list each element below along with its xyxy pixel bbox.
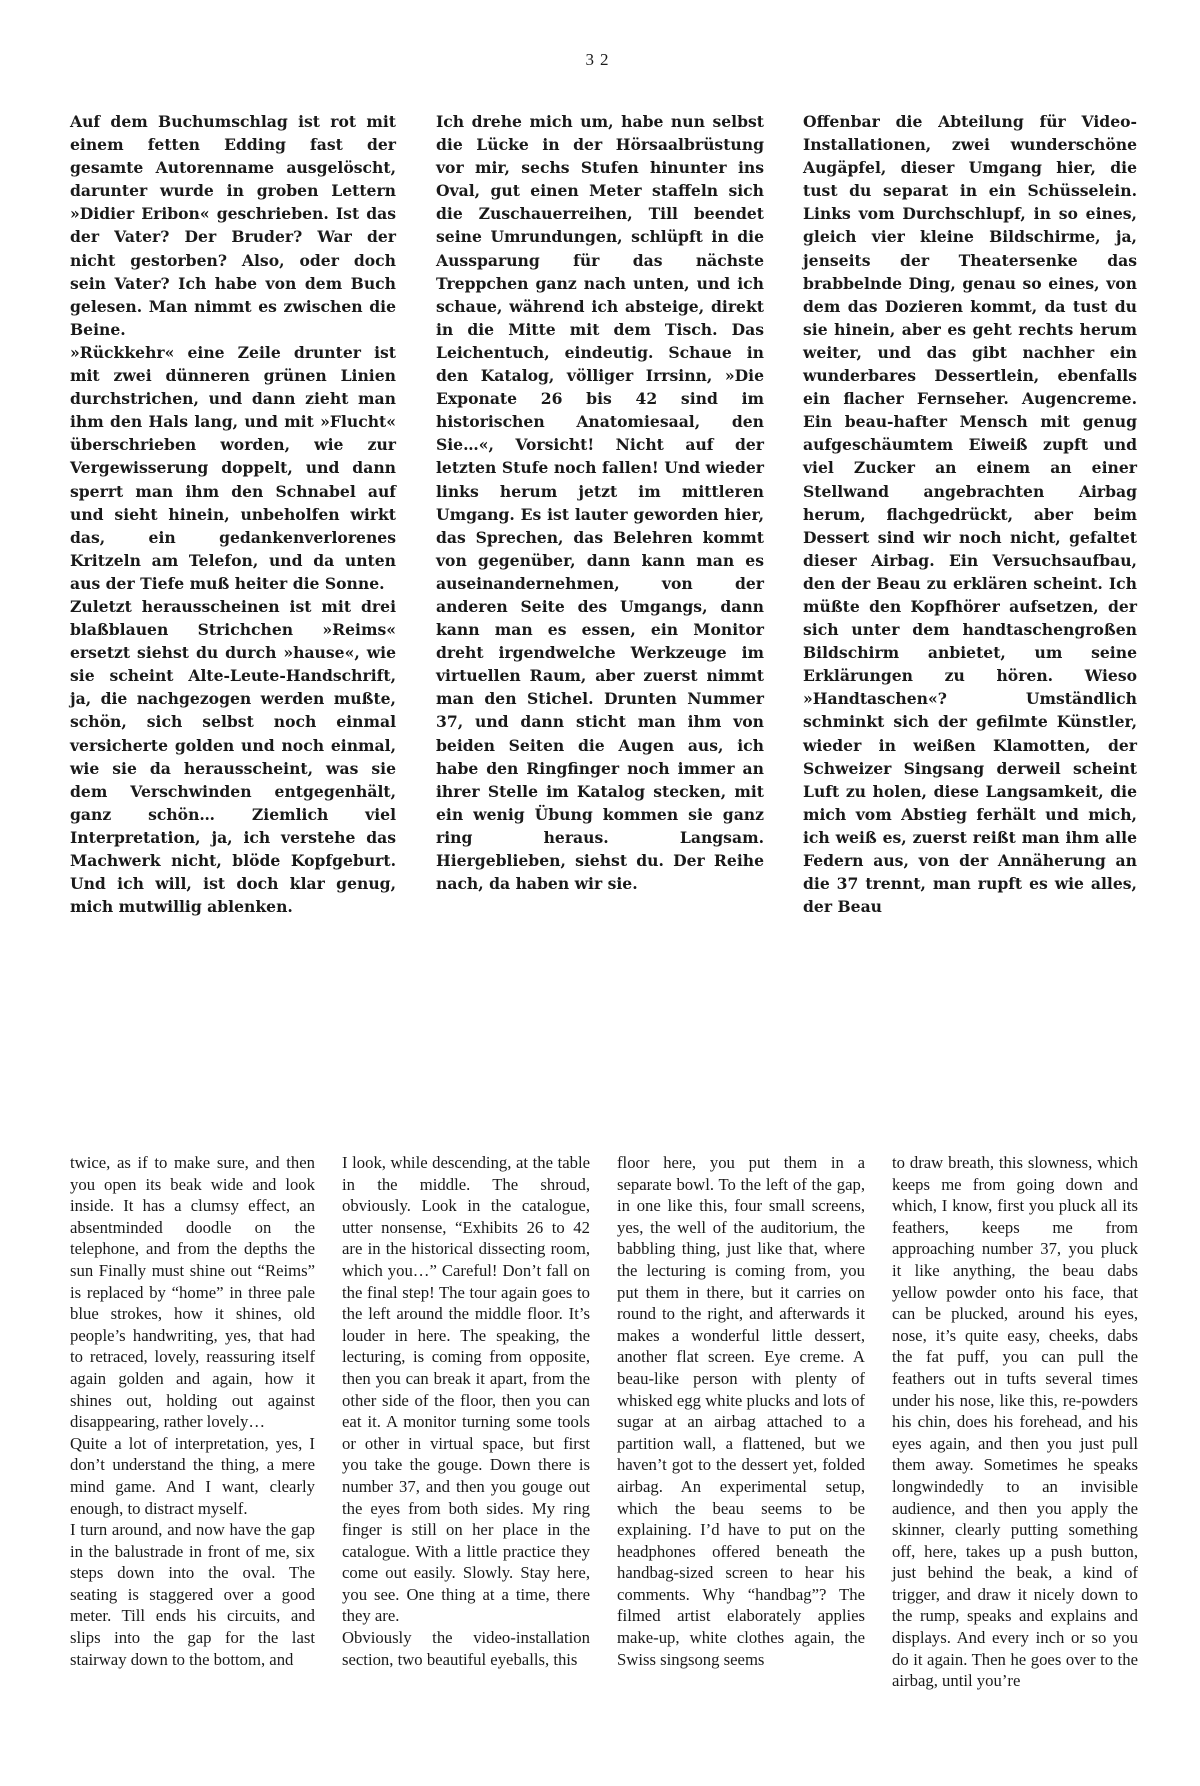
paragraph: Quite a lot of interpretation, yes, I don’t understand the thing, a mere mind game. And I want, clearly enough, to distract myself. — [70, 1433, 315, 1518]
english-column-4 — [892, 1152, 1138, 1692]
paragraph: Zuletzt herausscheinen ist mit drei blaßblauen Strichchen »Reims« ersetzt siehst du durch »hause«, wie sie scheint Alte-Leute-Handschrift, ja, die nachgezogen werden mußte, schön, sich selbst noch einmal versicherte golden und noch einmal, wie sie da herausscheint, was sie dem Verschwinden entgegenhält, ganz schön… Ziemlich viel Interpretation, ja, ich verstehe das Machwerk nicht, blöde Kopfgeburt. Und ich will, ist doch klar genug, mich mutwillig ablenken. — [70, 596, 396, 917]
english-column-1 — [70, 1152, 315, 1670]
english-column-3 — [617, 1152, 865, 1670]
english-column-2 — [342, 1152, 590, 1670]
paragraph: Auf dem Buchumschlag ist rot mit einem fetten Edding fast der gesamte Autorenname ausgelöscht, darunter wurde in groben Lettern »Didier Eribon« geschrieben. Ist das der Vater? Der Bruder? War der nicht gestorben? Also, oder doch sein Vater? Ich habe von dem Buch gelesen. Man nimmt es zwischen die Beine. — [70, 112, 396, 339]
paragraph: I turn around, and now have the gap in the balustrade in front of me, six steps down into the oval. The seating is staggered over a good meter. Till ends his circuits, and slips into the gap for the last stairway down to the bottom, and — [70, 1520, 315, 1669]
german-column-1 — [70, 110, 396, 918]
german-column-2 — [436, 110, 764, 895]
paragraph: Ich drehe mich um, habe nun selbst die Lücke in der Hörsaalbrüstung vor mir, sechs Stufen hinunter ins Oval, gut einen Meter staffeln sich die Zuschauerreihen, Till beendet seine Umrundungen, schlüpft in die Aussparung für das nächste Treppchen ganz nach unten, und ich schaue, während ich absteige, direkt in die Mitte mit dem Tisch. Das Leichentuch, eindeutig. Schaue in den Katalog, völliger Irrsinn, »Die Exponate 26 bis 42 sind im historischen Anatomiesaal, den Sie…«, Vorsicht! Nicht auf der letzten Stufe noch fallen! Und wieder links herum jetzt im mittleren Umgang. Es ist lauter geworden hier, das Sprechen, das Belehren kommt von gegenüber, dann kann man es auseinandernehmen, von der anderen Seite des Umgangs, dann kann man es essen, ein Monitor dreht irgendwelche Werkzeuge im virtuellen Raum, aber zuerst nimmt man den Stichel. Drunten Nummer 37, und dann sticht man ihm von beiden Seiten die Augen aus, ich habe den Ringfinger noch immer an ihrer Stelle im Katalog stecken, mit ein wenig Übung kommen sie ganz ring heraus. Langsam. Hiergeblieben, siehst du. Der Reihe nach, da haben wir sie. — [436, 112, 764, 894]
paragraph: Offenbar die Abteilung für Video-Installationen, zwei wunderschöne Augäpfel, dieser Umgang hier, die tust du separat in ein Schüsselein. Links vom Durchschlupf, in so eines, gleich vier kleine Bildschirme, ja, jenseits der Theatersenke das brabbelnde Ding, genau so eines, von dem das Dozieren kommt, da tust du sie hinein, aber es geht rechts herum weiter, und das gibt nachher ein wunderbares Dessertlein, ebenfalls ein flacher Fernseher. Augencreme. Ein beau-hafter Mensch mit genug aufgeschäumtem Eiweiß zupft und viel Zucker an einem an einer Stellwand angebrachten Airbag herum, flachgedrückt, aber beim Dessert sind wir noch nicht, gefaltet dieser Airbag. Ein Versuchsaufbau, den der Beau zu erklären scheint. Ich müßte den Kopfhörer aufsetzen, der sich unter dem handtaschengroßen Bildschirm anbietet, um seine Erklärungen zu hören. Wieso »Handtaschen«? Umständlich schminkt sich der gefilmte Künstler, wieder in weißen Klamotten, der Schweizer Singsang derweil scheint Luft zu holen, diese Langsamkeit, die mich vom Abstieg ferhält und mich, ich weiß es, zuerst reißt man ihm alle Federn aus, von der Annäherung an die 37 trennt, man rupft es wie alles, der Beau — [803, 112, 1137, 917]
german-column-3 — [803, 110, 1137, 918]
paragraph: »Rückkehr« eine Zeile drunter ist mit zwei dünneren grünen Linien durchstrichen, und dann zieht man ihm den Hals lang, und mit »Flucht« überschrieben worden, wie zur Vergewisserung doppelt, und dann sperrt man ihm den Schnabel auf und sieht hinein, unbeholfen wirkt das, ein gedankenverlorenes Kritzeln am Telefon, und da unten aus der Tiefe muß heiter die Sonne. — [70, 342, 396, 593]
paragraph: I look, while descending, at the table in the middle. The shroud, obviously. Look in the catalogue, utter nonsense, “Exhibits 26 to 42 are in the historical dissecting room, which you…” Careful! Don’t fall on the final step! The tour again goes to the left around the middle floor. It’s louder in here. The speaking, the lecturing, is coming from opposite, then you can break it apart, from the other side of the floor, then you can eat it. A monitor turning some tools or other in virtual space, but first you take the gouge. Down there is number 37, and then you gouge out the eyes from both sides. My ring finger is still on her place in the catalogue. With a little practice they come out easily. Slowly. Stay here, you see. One thing at a time, there they are. — [342, 1153, 590, 1626]
paragraph: floor here, you put them in a separate bowl. To the left of the gap, in one like this, four small screens, yes, the well of the auditorium, the babbling thing, just like that, where the lecturing is coming from, you put them in there, but it carries on round to the right, and afterwards it makes a wonderful little dessert, another flat screen. Eye creme. A beau-like person with plenty of whisked egg white plucks and lots of sugar at an airbag attached to a partition wall, a flattened, but we haven’t got to the dessert yet, folded airbag. An experimental setup, which the beau seems to be explaining. I’d have to put on the headphones offered beneath the handbag-sized screen to hear his comments. Why “handbag”? The filmed artist elaborately applies make-up, white clothes again, the Swiss singsong seems — [617, 1153, 865, 1669]
paragraph: twice, as if to make sure, and then you open its beak wide and look inside. It has a clumsy effect, an absentminded doodle on the telephone, and from the depths the sun Finally must shine out “Reims” is replaced by “home” in three pale blue strokes, how it shines, old people’s handwriting, yes, that had to retraced, lovely, reassuring itself again golden and again, how it shines out, holding out against disappearing, rather lovely… — [70, 1153, 315, 1432]
page-number: 32 — [585, 50, 615, 69]
paragraph: to draw breath, this slowness, which keeps me from going down and which, I know, first you pluck all its feathers, keeps me from approaching number 37, you pluck it like anything, the beau dabs yellow powder onto his face, that can be plucked, around his eyes, nose, it’s quite easy, cheeks, dabs the fat puff, you can pull the feathers out in tufts several times under his nose, like this, re-powders his chin, does his forehead, and his eyes again, and then you just pull them away. Sometimes he speaks longwindedly to an invisible audience, and then you apply the skinner, clearly putting something off, here, takes up a push button, just behind the beak, a kind of trigger, and draw it nicely down to the rump, speaks and explains and displays. And every inch or so you do it again. Then he goes over to the airbag, until you’re — [892, 1153, 1138, 1691]
paragraph: Obviously the video-installation section, two beautiful eyeballs, this — [342, 1628, 590, 1669]
